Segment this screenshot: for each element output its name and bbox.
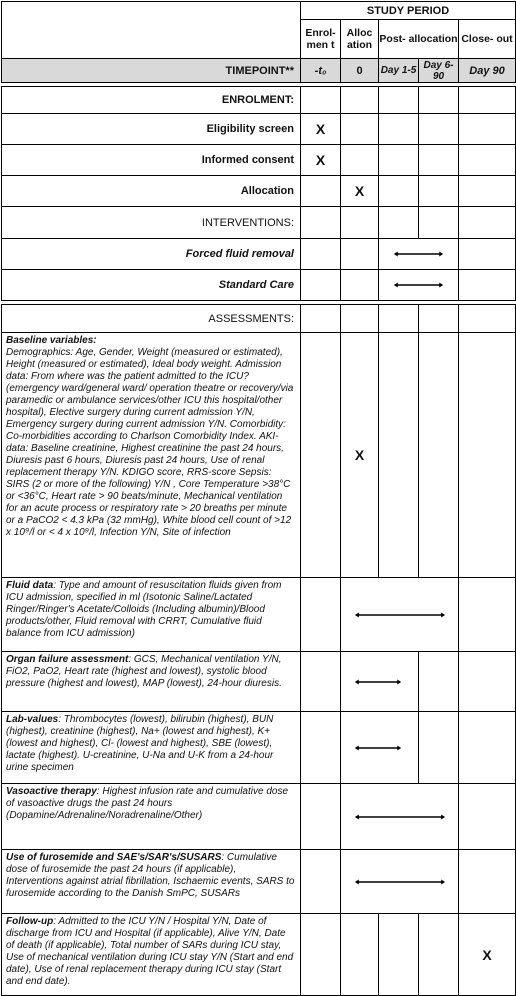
consent-enrol-mark: X bbox=[301, 145, 341, 176]
col-post-allocation: Post- allocation bbox=[379, 20, 459, 59]
duration-arrow bbox=[341, 678, 418, 686]
eligibility-screen-label: Eligibility screen bbox=[2, 114, 301, 145]
enrolment-section-title: ENROLMENT: bbox=[2, 87, 301, 114]
furosemide-sae-span bbox=[341, 850, 459, 914]
duration-arrow bbox=[341, 813, 458, 821]
study-period-header: STUDY PERIOD bbox=[301, 2, 516, 20]
spirit-schedule-table bbox=[1, 1, 516, 996]
col-close-out: Close- out bbox=[459, 20, 516, 59]
forced-fluid-removal-span bbox=[379, 239, 459, 270]
baseline-variables-cell: Baseline variables: Demographics: Age, Gender, Weight (measured or estimated), Height (measured or estimated), Ideal body weight. Admission data: From where was the patient admitted to the ICU? (emergency ward/general ward/ operation theatre or recovery/via paramedic or ambulance services/other ICU this hospital/other hospital), Elective surgery during current admission Y/N, Emergency surgery during current admission Y/N. Comorbidity: Co-morbidities according to Charlson Comorbidity Index. AKI-data: Baseline creatinine, Highest creatinine the past 24 hours, Diuresis past 6 hours, Diuresis past 24 hours, Use of renal replacement therapy Y/N. KDIGO score, RRS-score Sepsis: SIRS (2 or more of the following) Y/N , Core Temperature >38°C or <36°C, Heart rate > 90 beats/minute, Mechanical ventilation for an acute process or respiratory rate > 20 breaths per minute or a PaCO2 < 4.3 kPa (32 mmHg), White blood cell count of >12 x 10⁹/l or < 4 x 10⁹/l, Infection Y/N, Site of infection bbox=[2, 333, 301, 578]
vasoactive-therapy-span bbox=[341, 784, 459, 850]
forced-fluid-removal-label: Forced fluid removal bbox=[2, 239, 301, 270]
blank-header-cell bbox=[2, 2, 301, 59]
allocation-mark: X bbox=[341, 176, 379, 207]
interventions-section-title: INTERVENTIONS: bbox=[2, 207, 301, 239]
timepoint-day1-5: Day 1-5 bbox=[379, 59, 419, 83]
baseline-alloc-mark: X bbox=[341, 333, 379, 578]
eligibility-enrol-mark: X bbox=[301, 114, 341, 145]
vasoactive-therapy-cell: Vasoactive therapy: Highest infusion rate and cumulative dose of vasoactive drugs the past 24 hours (Dopamine/Adrenaline/Noradrenaline/Other) bbox=[2, 784, 301, 850]
furosemide-sae-cell: Use of furosemide and SAE's/SAR's/SUSARS: Cumulative dose of furosemide the past 24 hours (if applicable), Interventions against atrial fibrillation, Ischaemic events, SARS to furosemide according to the Danish SmPC, SUSARs bbox=[2, 850, 301, 914]
timepoint-label: TIMEPOINT** bbox=[2, 59, 301, 83]
col-allocation: Alloc ation bbox=[341, 20, 379, 59]
duration-arrow bbox=[341, 611, 458, 619]
organ-failure-span bbox=[341, 652, 419, 712]
allocation-label: Allocation bbox=[2, 176, 301, 207]
timepoint-enrol: -t₀ bbox=[301, 59, 341, 83]
lab-values-cell: Lab-values: Thrombocytes (lowest), bilirubin (highest), BUN (highest), creatinine (highest), Na+ (lowest and highest), K+ (lowest and highest), Cl- (lowest and highest), SBE (lowest), lactate (highest). U-creatinine, U-Na and U-K from a 24-hour urine specimen bbox=[2, 712, 301, 784]
fluid-data-cell: Fluid data: Type and amount of resuscitation fluids given from ICU admission, specified in ml (Isotonic Saline/Lactated Ringer/Ringer's Acetate/Colloids (Including albumin)/Blood products/other, Fluid removal with CRRT, Cumulative fluid balance from ICU admission) bbox=[2, 578, 301, 652]
col-enrolment: Enrolmen t bbox=[301, 20, 341, 59]
lab-values-span bbox=[341, 712, 419, 784]
organ-failure-cell: Organ failure assessment: GCS, Mechanical ventilation Y/N, FiO2, PaO2, Heart rate (highest and lowest), systolic blood pressure (highest and lowest), MAP (lowest), 24-hour diuresis. bbox=[2, 652, 301, 712]
duration-arrow bbox=[379, 250, 458, 258]
standard-care-label: Standard Care bbox=[2, 270, 301, 301]
timepoint-day6-90: Day 6-90 bbox=[419, 59, 459, 83]
duration-arrow bbox=[341, 744, 418, 752]
informed-consent-label: Informed consent bbox=[2, 145, 301, 176]
timepoint-day90: Day 90 bbox=[459, 59, 516, 83]
duration-arrow bbox=[379, 281, 458, 289]
fluid-data-span bbox=[341, 578, 459, 652]
duration-arrow bbox=[341, 878, 458, 886]
follow-up-close-mark: X bbox=[459, 914, 516, 996]
assessments-section-title: ASSESSMENTS: bbox=[2, 305, 301, 333]
timepoint-alloc: 0 bbox=[341, 59, 379, 83]
standard-care-span bbox=[379, 270, 459, 301]
follow-up-cell: Follow-up: Admitted to the ICU Y/N / Hospital Y/N, Date of discharge from ICU and Hospital (if applicable), Alive Y/N, Date of death (if applicable), Total number of SARs during ICU stay, Use of mechanical ventilation during ICU stay Y/N (Start and end date), Use of renal replacement therapy during ICU stay (Start and end date). bbox=[2, 914, 301, 996]
